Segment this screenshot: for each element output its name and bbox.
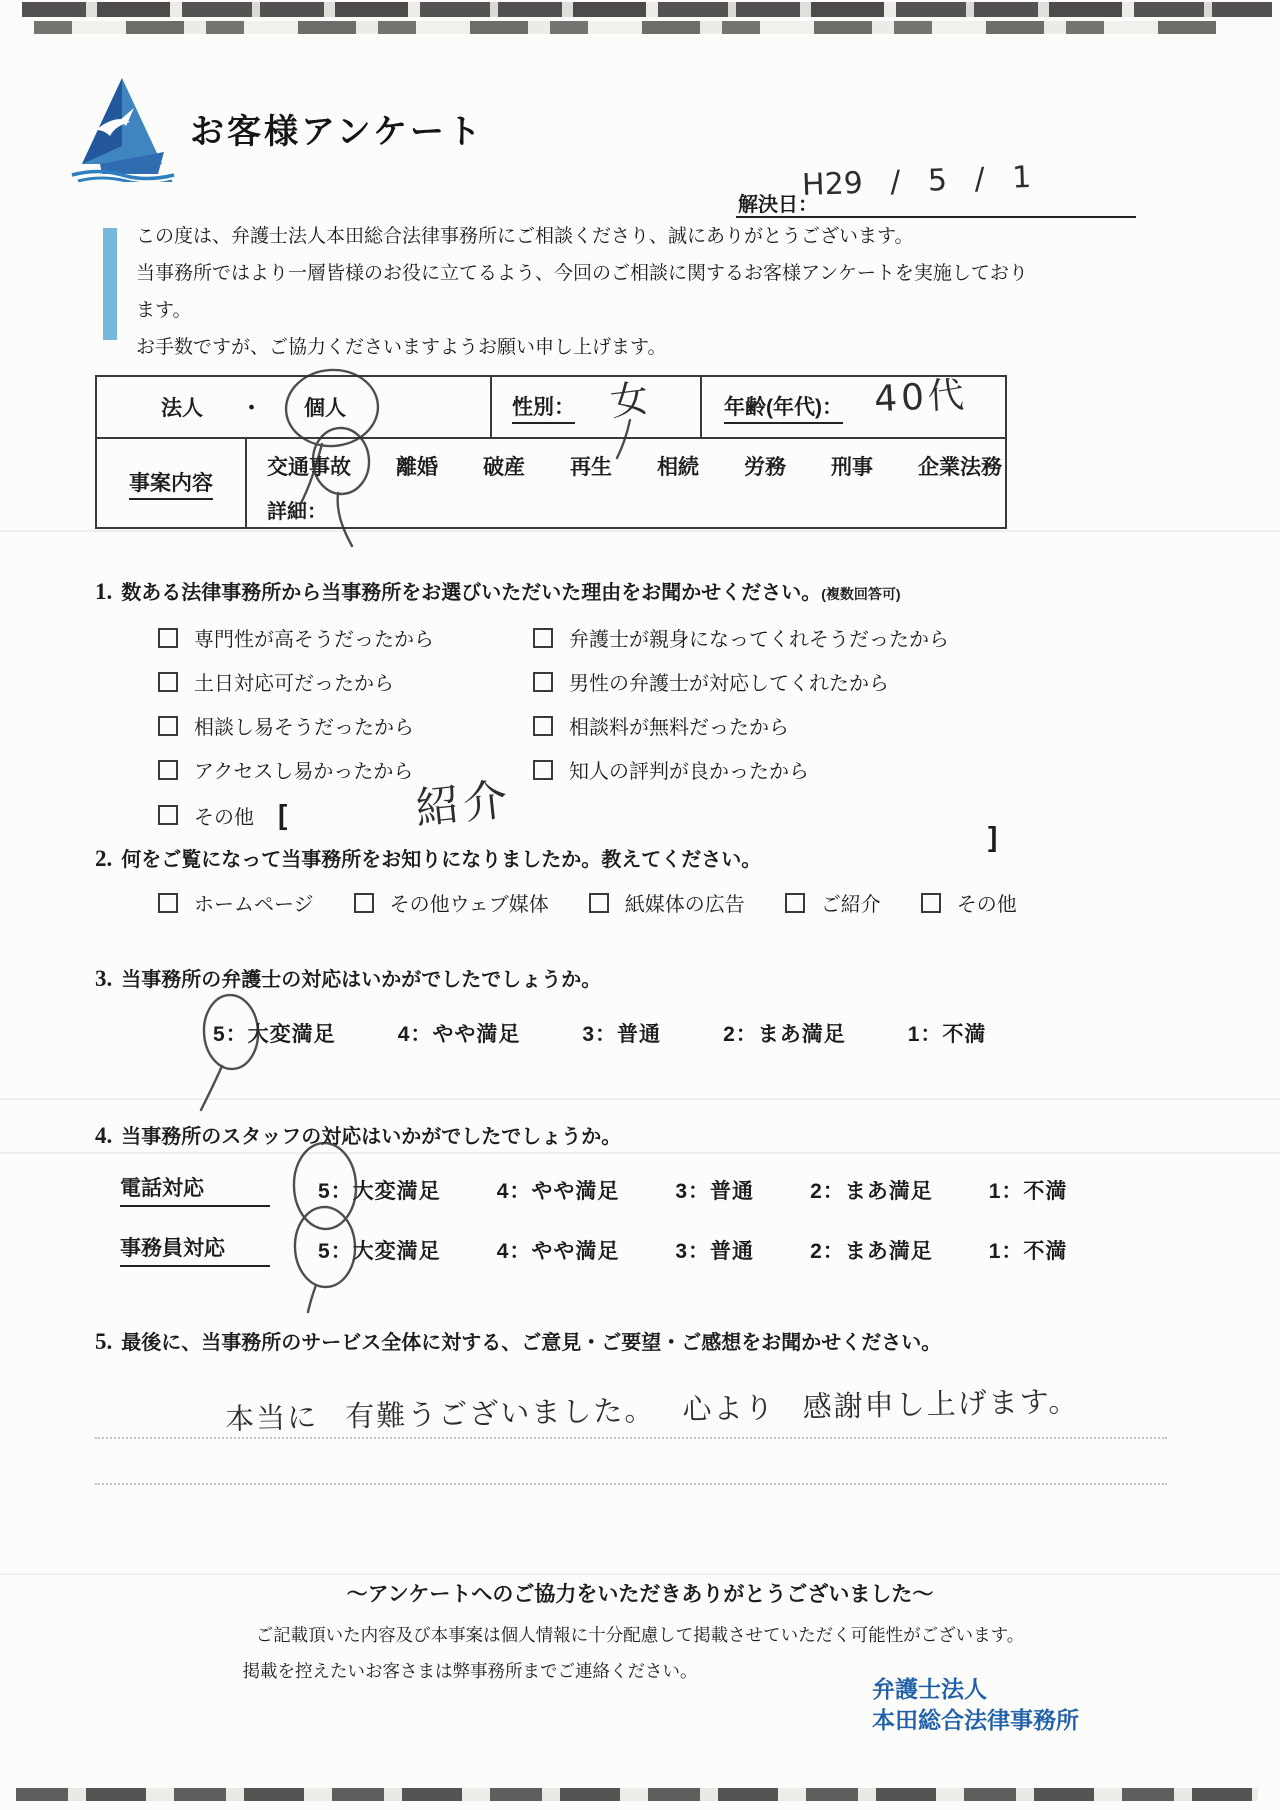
- scan-artifact-top: [22, 2, 1272, 17]
- circle-mark-q3-tail: [201, 1066, 222, 1110]
- question-1-number: 1.: [95, 579, 113, 604]
- circle-mark-q4-staff-tail: [308, 1285, 316, 1312]
- firm-name: [872, 1674, 1079, 1736]
- answer-dotted-line-2: [95, 1483, 1167, 1485]
- entity-corporate-label: 法人: [161, 397, 203, 420]
- option-label: 相談し易そうだったから: [194, 717, 414, 739]
- q5-handwritten-answer: 本当に 有難うございました。 心より 感謝申し上げます。: [224, 1384, 1080, 1436]
- option-label: ご紹介: [820, 894, 881, 916]
- checkbox-icon: [158, 805, 178, 825]
- question-5-number: 5.: [95, 1329, 113, 1354]
- question-2-options: [158, 888, 1195, 917]
- scale-item-3: 3：普通: [582, 1023, 662, 1046]
- age-handwritten-value: 40代: [873, 374, 969, 421]
- sailboat-logo-icon: [60, 76, 184, 182]
- option-label: その他: [194, 806, 254, 829]
- gender-label: 性別：: [512, 391, 575, 424]
- scale-item-4: 4：やや満足: [397, 1023, 521, 1046]
- case-category-row: [267, 451, 1005, 481]
- question-1-note: (複数回答可): [821, 586, 901, 602]
- checkbox-icon: [533, 760, 553, 780]
- option-label: その他: [956, 894, 1017, 916]
- other-bracket-open: [: [278, 799, 288, 830]
- option-label: 男性の弁護士が対応してくれたから: [569, 673, 889, 695]
- q4-staff-scale: [318, 1235, 1067, 1265]
- other-bracket-close: ]: [988, 821, 998, 852]
- option-label: アクセスし易かったから: [194, 761, 414, 783]
- entity-separator: ・: [241, 397, 262, 420]
- checkbox-icon: [158, 672, 178, 692]
- case-category-criminal: 刑事: [831, 456, 873, 479]
- q4-phone-label: 電話対応: [120, 1172, 270, 1207]
- case-category-traffic: 交通事故: [267, 456, 351, 479]
- question-2: [95, 843, 1195, 917]
- resolution-date-handwritten: H29 / 5 / 1: [801, 160, 1032, 203]
- age-label: 年齢(年代)：: [724, 391, 843, 424]
- q1-option-reputation: [533, 755, 1185, 784]
- option-label: 相談料が無料だったから: [569, 717, 789, 739]
- intro-line-2: 当事務所ではより一層皆様のお役に立てるよう、今回のご相談に関するお客様アンケートを実施しております。: [136, 263, 1028, 321]
- info-table-row-2: [97, 439, 1005, 527]
- intro-line-1: この度は、弁護士法人本田総合法律事務所にご相談くださり、誠にありがとうございます。: [136, 226, 914, 247]
- case-type-label: 事案内容: [129, 467, 213, 500]
- q2-option-print-ad: [589, 888, 745, 917]
- checkbox-icon: [589, 893, 609, 913]
- checkbox-icon: [158, 628, 178, 648]
- option-label: ホームページ: [194, 894, 314, 916]
- checkbox-icon: [785, 893, 805, 913]
- option-label: 弁護士が親身になってくれそうだったから: [569, 629, 949, 651]
- scale-item-2: 2：まあ満足: [810, 1239, 933, 1263]
- answer-dotted-line-1: [95, 1437, 1167, 1439]
- checkbox-icon: [158, 716, 178, 736]
- question-1-text: 数ある法律事務所から当事務所をお選びいただいた理由をお聞かせください。: [121, 582, 822, 604]
- footer-thanks: ～アンケートへのご協力をいただきありがとうございました～: [346, 1583, 934, 1606]
- case-category-labor: 労務: [744, 456, 786, 479]
- scale-item-3: 3：普通: [675, 1239, 755, 1263]
- scale-item-1: 1：不満: [988, 1179, 1068, 1203]
- scale-item-4: 4：やや満足: [496, 1239, 620, 1263]
- scale-item-1: 1：不満: [907, 1023, 987, 1046]
- q1-option-free: [533, 711, 1185, 740]
- case-category-inheritance: 相続: [657, 456, 699, 479]
- info-table-row-1: [97, 374, 1005, 439]
- firm-name-line-2: 本田総合法律事務所: [872, 1707, 1079, 1733]
- q1-other-handwritten-value: 紹介: [413, 774, 514, 835]
- scan-artifact-bottom: [16, 1788, 1258, 1801]
- checkbox-icon: [921, 893, 941, 913]
- question-3-heading: [95, 963, 1195, 992]
- scale-item-3: 3：普通: [675, 1179, 755, 1203]
- checkbox-icon: [354, 893, 374, 913]
- scale-item-4: 4：やや満足: [496, 1179, 620, 1203]
- entity-type-cell: [97, 377, 492, 437]
- question-3-scale: [213, 1018, 1195, 1048]
- question-3: [95, 963, 1195, 1048]
- footer-note-1: ご記載頂いた内容及び本事案は個人情報に十分配慮して掲載させていただく可能性がございます。: [255, 1625, 1025, 1645]
- question-2-text: 何をご覧になって当事務所をお知りになりましたか。教えてください。: [121, 849, 762, 871]
- scale-item-2: 2：まあ満足: [723, 1023, 846, 1046]
- client-info-table: [95, 375, 1007, 529]
- q4-phone-row: [120, 1172, 1067, 1207]
- question-4: [95, 1120, 1225, 1263]
- question-1-heading: [95, 576, 1185, 605]
- option-label: 専門性が高そうだったから: [194, 629, 434, 651]
- footer-note-2: 掲載を控えたいお客さまは弊事務所までご連絡ください。: [242, 1661, 698, 1681]
- q2-option-referral: [785, 888, 881, 917]
- q1-option-weekend: [158, 667, 533, 696]
- q1-option-kind-lawyer: [533, 623, 1185, 652]
- checkbox-icon: [533, 628, 553, 648]
- case-category-corporate: 企業法務: [918, 456, 1002, 479]
- option-label: 土日対応可だったから: [194, 673, 394, 695]
- gender-cell: [492, 377, 702, 437]
- intro-paragraph: [136, 218, 1036, 366]
- case-type-cell-label: [97, 439, 247, 527]
- question-1: [95, 576, 1185, 852]
- question-4-heading: [95, 1120, 1225, 1149]
- resolution-date-label: 解決日：: [738, 194, 818, 216]
- scale-item-5: 5：大変満足: [213, 1023, 336, 1046]
- question-3-text: 当事務所の弁護士の対応はいかがでしたでしょうか。: [121, 969, 602, 991]
- checkbox-icon: [158, 893, 178, 913]
- question-5-text: 最後に、当事務所のサービス全体に対する、ご意見・ご要望・ご感想をお聞かせください。: [121, 1332, 942, 1354]
- scale-item-5: 5：大変満足: [318, 1239, 441, 1263]
- case-category-divorce: 離婚: [396, 456, 438, 479]
- q1-option-male-lawyer: [533, 667, 1185, 696]
- firm-name-line-1: 弁護士法人: [872, 1676, 987, 1702]
- scan-line: [0, 1152, 1280, 1154]
- scale-item-5: 5：大変満足: [318, 1179, 441, 1203]
- question-5-heading: [95, 1326, 1225, 1355]
- option-label: その他ウェブ媒体: [389, 894, 549, 916]
- checkbox-icon: [533, 672, 553, 692]
- scan-line: [0, 1573, 1280, 1575]
- intro-line-3: お手数ですが、ご協力くださいますようお願い申し上げます。: [136, 337, 667, 358]
- q2-option-homepage: [158, 888, 314, 917]
- question-4-text: 当事務所のスタッフの対応はいかがでしたでしょうか。: [121, 1126, 622, 1148]
- question-2-heading: [95, 843, 1195, 872]
- case-detail-label: 詳細：: [267, 501, 327, 523]
- q1-option-easy-consult: [158, 711, 533, 740]
- q2-option-web: [354, 888, 549, 917]
- scan-line: [0, 530, 1280, 532]
- gender-handwritten-value: 女: [607, 375, 651, 425]
- question-5: [95, 1326, 1225, 1355]
- q2-option-other: [921, 888, 1017, 917]
- question-3-number: 3.: [95, 966, 113, 991]
- age-cell: [702, 374, 1005, 437]
- scale-item-1: 1：不満: [988, 1239, 1068, 1263]
- scan-artifact-top-2: [34, 21, 1216, 34]
- checkbox-icon: [158, 760, 178, 780]
- q4-staff-row: [120, 1232, 1067, 1267]
- case-category-rehabilitation: 再生: [570, 456, 612, 479]
- case-type-cell-body: [247, 439, 1005, 527]
- q4-phone-scale: [318, 1175, 1067, 1205]
- q4-staff-label: 事務員対応: [120, 1232, 270, 1267]
- checkbox-icon: [533, 716, 553, 736]
- spacer: [533, 799, 1185, 831]
- question-4-number: 4.: [95, 1123, 113, 1148]
- entity-individual-label: 個人: [304, 397, 346, 420]
- scan-line: [0, 1098, 1280, 1100]
- q1-option-specialty: [158, 623, 533, 652]
- question-1-options: [158, 623, 1185, 852]
- page-title: お客様アンケート: [190, 113, 484, 151]
- case-category-bankruptcy: 破産: [483, 456, 525, 479]
- scale-item-2: 2：まあ満足: [810, 1179, 933, 1203]
- option-label: 紙媒体の広告: [624, 894, 745, 916]
- question-2-number: 2.: [95, 846, 113, 871]
- option-label: 知人の評判が良かったから: [569, 761, 809, 783]
- intro-accent-bar: [103, 228, 117, 340]
